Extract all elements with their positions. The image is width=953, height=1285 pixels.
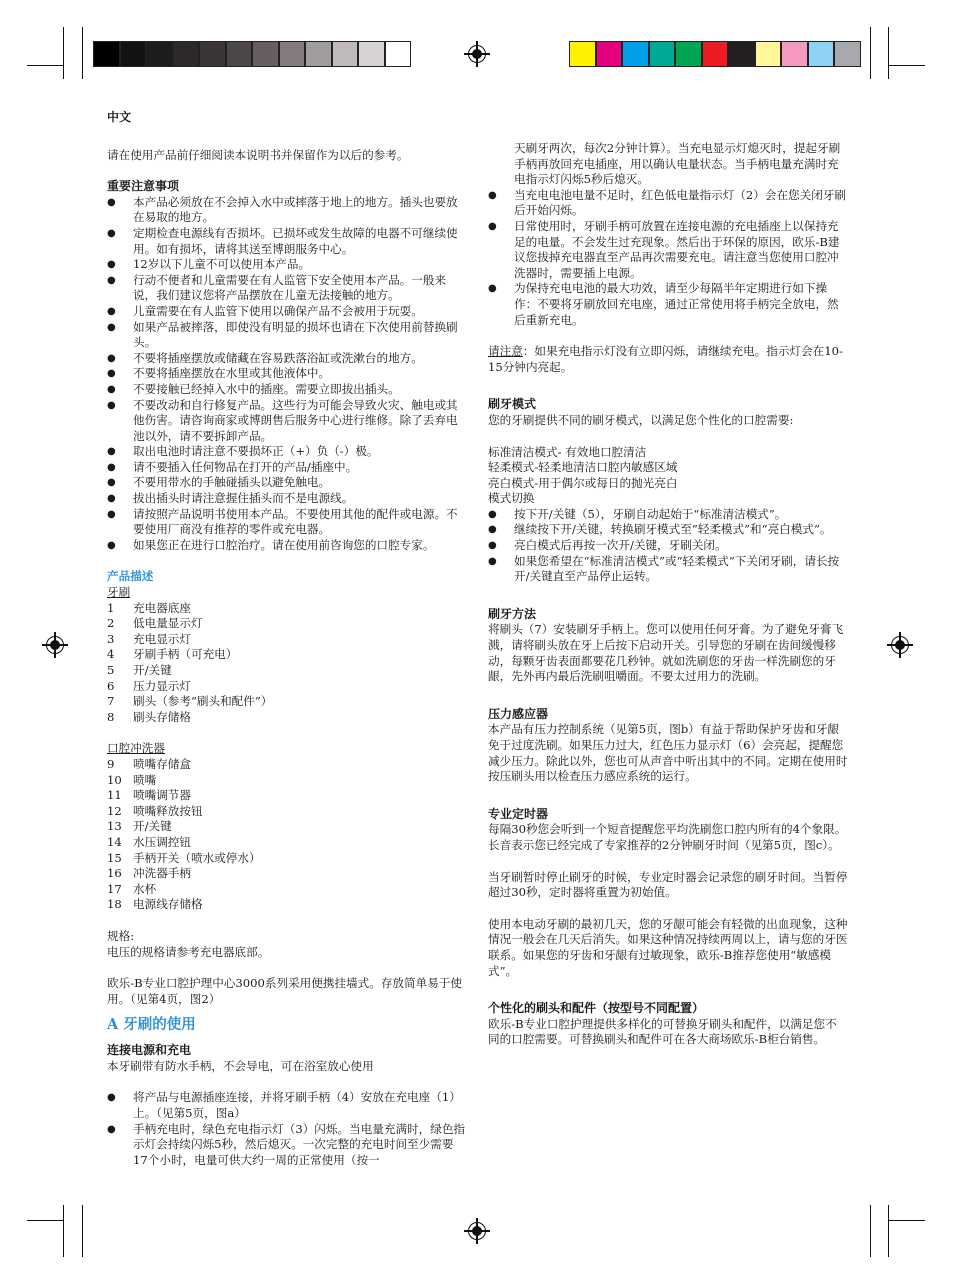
timer-title: 专业定时器 [488, 806, 549, 821]
switch-list [488, 507, 848, 585]
part-label: 充电器底座 [133, 600, 191, 615]
irrigator-parts-list [107, 757, 465, 913]
mode-item: 轻柔模式-轻柔地清洁口腔内敏感区域 [488, 460, 678, 475]
list-item: ● 亮白模式后再按一次开/关键，牙刷关闭。 [488, 538, 848, 554]
spec-label: 规格: [107, 928, 135, 943]
part-label: 喷嘴 [133, 772, 157, 787]
part-label: 开/关键 [133, 819, 172, 834]
registration-mark-icon [891, 636, 909, 654]
section-a-title: A 牙刷的使用 [107, 1016, 196, 1034]
part-item [107, 804, 465, 820]
timer-text-1: 每隔30秒您会听到一个短音提醒您平均洗刷您口腔内所有的4个象限。 [488, 822, 847, 837]
method-text: 将刷头（7）安装刷牙手柄上。您可以使用任何牙膏。为了避免牙膏飞溅，请将刷头放在牙上后按下启动开关。引导您的牙刷在齿间缓慢移动，每颗牙齿表面都要花几秒钟。就如洗刷您的牙齿一样洗刷您的牙龈，先外再内最后洗刷咀嚼面。不要太过用力的洗刷。 [488, 622, 844, 684]
irrigator-heading: 口腔冲洗器 [107, 741, 165, 756]
accessories-text: 欧乐-B专业口腔护理提供多样化的可替换牙刷头和配件，以满足您不同的口腔需要。可替换刷头和配件可在各大商场欧乐-B柜台销售。 [488, 1016, 837, 1047]
charge-note [488, 344, 848, 375]
list-item: ● 不要改动和自行修复产品。这些行为可能会导致火灾、触电或其他伤害。请咨询商家或博朗售后服务中心进行维修。除了丢弃电池以外，请不要拆卸产品。 [107, 398, 465, 445]
part-number: 16 [107, 866, 122, 881]
part-number: 9 [107, 756, 115, 771]
intro-text: 请在使用产品前仔细阅读本说明书并保留作为以后的参考。 [107, 147, 409, 162]
accessories-title: 个性化的刷头和配件（按型号不同配置） [488, 1001, 705, 1016]
color-swatch [622, 41, 649, 67]
part-number: 5 [107, 663, 115, 677]
color-swatch [675, 41, 702, 67]
connect-list-continued [488, 188, 848, 328]
right-column [488, 141, 848, 1048]
part-label: 低电量显示灯 [133, 616, 203, 631]
mode-item: 标准清洁模式- 有效地口腔清洁 [488, 444, 647, 459]
list-item: ● 取出电池时请注意不要损坏正（+）负（-）极。 [107, 444, 465, 460]
list-item: ● 将产品与电源插座连接，并将牙刷手柄（4）安放在充电座（1）上。（见第5页，图a） [107, 1090, 465, 1121]
crop-mark [889, 1220, 925, 1221]
list-item: ● 手柄充电时，绿色充电指示灯（3）闪烁。当电量充满时，绿色指示灯会持续闪烁5秒，然后熄灭。一次完整的充电时间至少需要17个小时，电量可供大约一周的正常使用（按一 [107, 1122, 465, 1169]
toothbrush-heading: 牙刷 [107, 585, 131, 600]
modes-intro: 您的牙刷提供不同的刷牙模式，以满足您个性化的口腔需要: [488, 412, 794, 427]
part-number: 11 [107, 788, 122, 803]
list-item: ● 请按照产品说明书使用本产品。不要使用其他的配件或电源。不要使用厂商没有推荐的零件或充电器。 [107, 507, 465, 538]
part-label: 喷嘴存储盒 [133, 756, 191, 771]
part-number: 18 [107, 897, 122, 912]
safety-title: 重要注意事项 [107, 179, 180, 194]
color-swatch [358, 41, 385, 67]
part-number: 17 [107, 881, 122, 896]
part-item [107, 788, 465, 804]
left-column [107, 110, 465, 1168]
list-item: ● 不要用带水的手触碰插头以避免触电。 [107, 475, 465, 491]
part-number: 13 [107, 819, 122, 834]
pressure-text: 本产品有压力控制系统（见第5页，图b）有益于帮助保护牙齿和牙龈免于过度洗刷。如果压力过大，红色压力显示灯（6）会亮起，提醒您减少压力。除此以外，您也可从声音中听出其中的不同。定期在使用时按压刷头用以检查压力感应系统的运行。 [488, 722, 848, 784]
part-label: 刷头存储格 [133, 709, 191, 724]
color-swatch [755, 41, 782, 67]
color-swatch [93, 41, 120, 67]
connect-title: 连接电源和充电 [107, 1043, 192, 1058]
list-item: ● 请不要插入任何物品在打开的产品/插座中。 [107, 460, 465, 476]
color-swatch [332, 41, 359, 67]
list-item: ● 如果您希望在“标准清洁模式”或“轻柔模式”下关闭牙刷，请长按开/关键直至产品停止运转。 [488, 554, 848, 585]
modes-title: 刷牙模式 [488, 397, 537, 412]
color-swatch [728, 41, 755, 67]
part-label: 充电显示灯 [133, 631, 191, 646]
list-item: ● 不要将插座摆放在水里或其他液体中。 [107, 366, 465, 382]
list-item: ● 继续按下开/关键，转换刷牙模式至“轻柔模式”和“亮白模式”。 [488, 522, 848, 538]
list-item: ● 12岁以下儿童不可以使用本产品。 [107, 257, 465, 273]
part-item [107, 819, 465, 835]
part-label: 电源线存储格 [133, 897, 203, 912]
color-swatch [385, 41, 412, 67]
mode-item: 亮白模式-用于偶尔或每日的抛光亮白 [488, 475, 678, 490]
note-text: ：如果充电指示灯没有立即闪烁，请继续充电。指示灯会在10-15分钟内亮起。 [488, 344, 843, 374]
safety-list [107, 195, 465, 554]
pressure-title: 压力感应器 [488, 706, 549, 721]
part-number: 4 [107, 647, 115, 662]
part-label: 开/关键 [133, 663, 172, 677]
list-item: ● 不要将插座摆放或储藏在容易跌落浴缸或洗漱台的地方。 [107, 351, 465, 367]
crop-mark [870, 27, 871, 79]
timer-text-3: 当牙刷暂时停止刷牙的时候，专业定时器会记录您的刷牙时间。当暂停超过30秒，定时器将重置为初始值。 [488, 869, 848, 900]
list-item: ● 儿童需要在有人监管下使用以确保产品不会被用于玩耍。 [107, 304, 465, 320]
list-item: ● 日常使用时，牙刷手柄可放置在连接电源的充电插座上以保持充足的电量。不会发生过充现象。然后出于环保的原因，欧乐-B建议您拔掉充电器直至产品再次需要充电。请注意当您使用口腔冲洗器时，需要插上电源。 [488, 219, 848, 281]
connect-continued: 天刷牙两次，每次2分钟计算）。当充电显示灯熄灭时，提起牙刷手柄再放回充电插座，用以确认电量状态。当手柄电量充满时充电指示灯闪烁5秒后熄灭。 [514, 141, 841, 187]
color-swatch [596, 41, 623, 67]
part-label: 水杯 [133, 881, 157, 896]
crop-mark [27, 1220, 63, 1221]
color-swatch [252, 41, 279, 67]
part-item [107, 647, 465, 663]
part-label: 喷嘴调节器 [133, 788, 191, 803]
list-item: ● 当充电电池电量不足时，红色低电量指示灯（2）会在您关闭牙刷后开始闪烁。 [488, 188, 848, 219]
part-number: 8 [107, 709, 115, 724]
part-number: 12 [107, 803, 122, 818]
list-item: ● 为保持充电电池的最大功效，请至少每隔半年定期进行如下操作：不要将牙刷放回充电座，通过正常使用将手柄完全放电，然后重新充电。 [488, 281, 848, 328]
product-title: 产品描述 [107, 569, 154, 584]
part-item [107, 616, 465, 632]
part-item [107, 773, 465, 789]
timer-text-4: 使用本电动牙刷的最初几天，您的牙龈可能会有轻微的出血现象，这种情况一般会在几天后消失。如果这种情况持续两周以上，请与您的牙医联系。如果您的牙齿和牙龈有过敏现象，欧乐-B推荐您使用“敏感模式”。 [488, 916, 848, 978]
list-item: ● 不要接触已经掉入水中的插座。需要立即拔出插头。 [107, 382, 465, 398]
note-label: 请注意 [488, 344, 523, 359]
color-swatch [226, 41, 253, 67]
color-swatch [120, 41, 147, 67]
part-number: 3 [107, 631, 115, 646]
part-item [107, 601, 465, 617]
part-item [107, 897, 465, 913]
list-item: ● 拔出插头时请注意握住插头而不是电源线。 [107, 491, 465, 507]
list-item: ● 如果您正在进行口腔治疗。请在使用前咨询您的口腔专家。 [107, 538, 465, 554]
part-number: 14 [107, 834, 122, 849]
color-swatch [781, 41, 808, 67]
part-item [107, 835, 465, 851]
part-item [107, 694, 465, 710]
registration-mark-icon [468, 45, 486, 63]
crop-mark [888, 27, 889, 79]
part-item [107, 757, 465, 773]
registration-mark-icon [468, 1222, 486, 1240]
part-label: 喷嘴释放按钮 [133, 803, 203, 818]
connect-intro: 本牙刷带有防水手柄，不会导电，可在浴室放心使用 [107, 1058, 374, 1073]
crop-mark [870, 1205, 871, 1257]
part-item [107, 851, 465, 867]
crop-mark [27, 65, 63, 66]
part-number: 10 [107, 772, 122, 787]
part-number: 2 [107, 616, 115, 631]
color-swatch [702, 41, 729, 67]
list-item: ● 按下开/关键（5），牙刷自动起始于“标准清洁模式”。 [488, 507, 848, 523]
color-swatch [173, 41, 200, 67]
part-label: 压力显示灯 [133, 678, 191, 693]
color-swatch [305, 41, 332, 67]
switch-label: 模式切换 [488, 491, 535, 506]
part-item [107, 866, 465, 882]
part-label: 牙刷手柄（可充电） [133, 647, 238, 662]
part-item [107, 679, 465, 695]
color-swatch [279, 41, 306, 67]
part-label: 刷头（参考“刷头和配件”） [133, 694, 273, 709]
crop-mark [63, 1205, 64, 1257]
list-item: ● 定期检查电源线有否损坏。已损坏或发生故障的电器不可继续使用。如有损坏，请将其送至博朗服务中心。 [107, 226, 465, 257]
spec-text: 电压的规格请参考充电器底部。 [107, 944, 270, 959]
color-swatch [569, 41, 596, 67]
method-title: 刷牙方法 [488, 606, 537, 621]
list-item: ● 本产品必须放在不会掉入水中或摔落于地上的地方。插头也要放在易取的地方。 [107, 195, 465, 226]
color-swatch [146, 41, 173, 67]
timer-text-2: 长音表示您已经完成了专家推荐的2分钟刷牙时间（见第5页，图c）。 [488, 837, 840, 852]
part-number: 1 [107, 600, 115, 615]
crop-mark [82, 1205, 83, 1257]
part-label: 水压调控钮 [133, 834, 191, 849]
crop-mark [63, 27, 64, 79]
grayscale-color-bar [93, 41, 411, 67]
connect-list [107, 1090, 465, 1168]
part-number: 6 [107, 678, 115, 693]
color-swatch [649, 41, 676, 67]
color-swatch [808, 41, 835, 67]
color-swatch [199, 41, 226, 67]
crop-mark [82, 27, 83, 79]
part-item [107, 632, 465, 648]
crop-mark [888, 1205, 889, 1257]
registration-mark-icon [46, 636, 64, 654]
part-number: 15 [107, 850, 122, 865]
crop-mark [889, 65, 925, 66]
list-item: ● 行动不便者和儿童需要在有人监管下安全使用本产品。一般来说，我们建议您将产品摆放在儿童无法接触的地方。 [107, 273, 465, 304]
part-item [107, 663, 465, 679]
part-label: 冲洗器手柄 [133, 866, 191, 881]
list-item: ● 如果产品被摔落，即使没有明显的损坏也请在下次使用前替换刷头。 [107, 320, 465, 351]
language-heading: 中文 [107, 110, 132, 124]
color-swatch [834, 41, 861, 67]
series-text: 欧乐-B专业口腔护理中心3000系列采用便携挂墙式。存放简单易于使用。（见第4页，图2） [107, 976, 462, 1006]
toothbrush-parts-list [107, 601, 465, 726]
process-color-bar [569, 41, 861, 67]
part-label: 手柄开关（喷水或停水） [133, 850, 261, 865]
part-item [107, 882, 465, 898]
part-number: 7 [107, 694, 115, 709]
part-item [107, 710, 465, 726]
